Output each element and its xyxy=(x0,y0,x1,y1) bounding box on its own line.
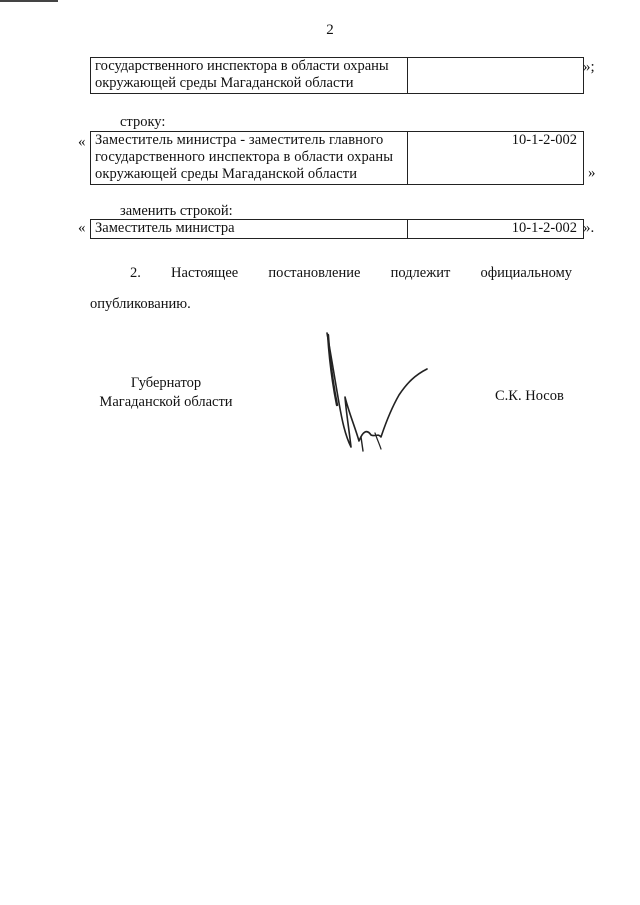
paragraph-2-line xyxy=(130,265,572,282)
close-quote: » xyxy=(588,165,596,181)
table-line-to-replace xyxy=(90,131,584,185)
position-code-cell xyxy=(408,58,584,94)
paragraph-continuation: опубликованию. xyxy=(90,296,191,312)
label-line: строку: xyxy=(120,114,166,130)
position-name-line: государственного инспектора в области охраны xyxy=(95,149,394,165)
position-name-cell xyxy=(91,58,408,94)
position-name-cell: Заместитель министра xyxy=(91,220,408,239)
paragraph-word: подлежит xyxy=(390,265,451,281)
label-replace: заменить строкой: xyxy=(120,203,233,219)
paragraph-word: Настоящее xyxy=(171,265,239,281)
position-name-line: окружающей среды Магаданской области xyxy=(95,75,354,91)
table-replacement xyxy=(90,219,584,239)
position-code-cell: 10-1-2-002 xyxy=(408,132,584,185)
handwritten-signature-icon xyxy=(315,325,435,455)
position-name-line: государственного инспектора в области охраны xyxy=(95,58,389,74)
table-row xyxy=(91,132,584,185)
signatory-title-line: Магаданской области xyxy=(99,394,233,410)
position-name-line: окружающей среды Магаданской области xyxy=(95,166,358,182)
paragraph-word: постановление xyxy=(268,265,361,281)
signatory-title xyxy=(90,374,242,412)
table-row xyxy=(91,220,584,239)
close-quote: »; xyxy=(583,59,595,75)
table-row xyxy=(91,58,584,94)
signatory-title-line: Губернатор xyxy=(130,375,202,391)
page-number: 2 xyxy=(326,22,334,38)
paragraph-word: официальному xyxy=(480,265,572,281)
position-code-cell: 10-1-2-002 xyxy=(408,220,584,239)
signatory-name: С.К. Носов xyxy=(495,388,564,404)
position-name-cell xyxy=(91,132,408,185)
top-rule xyxy=(0,0,58,2)
open-quote: « xyxy=(78,220,86,236)
table-fragment-top xyxy=(90,57,584,94)
open-quote: « xyxy=(78,134,86,150)
position-name-line: Заместитель министра - заместитель главного xyxy=(95,132,384,148)
close-quote: ». xyxy=(583,220,595,236)
paragraph-number: 2. xyxy=(130,265,141,281)
